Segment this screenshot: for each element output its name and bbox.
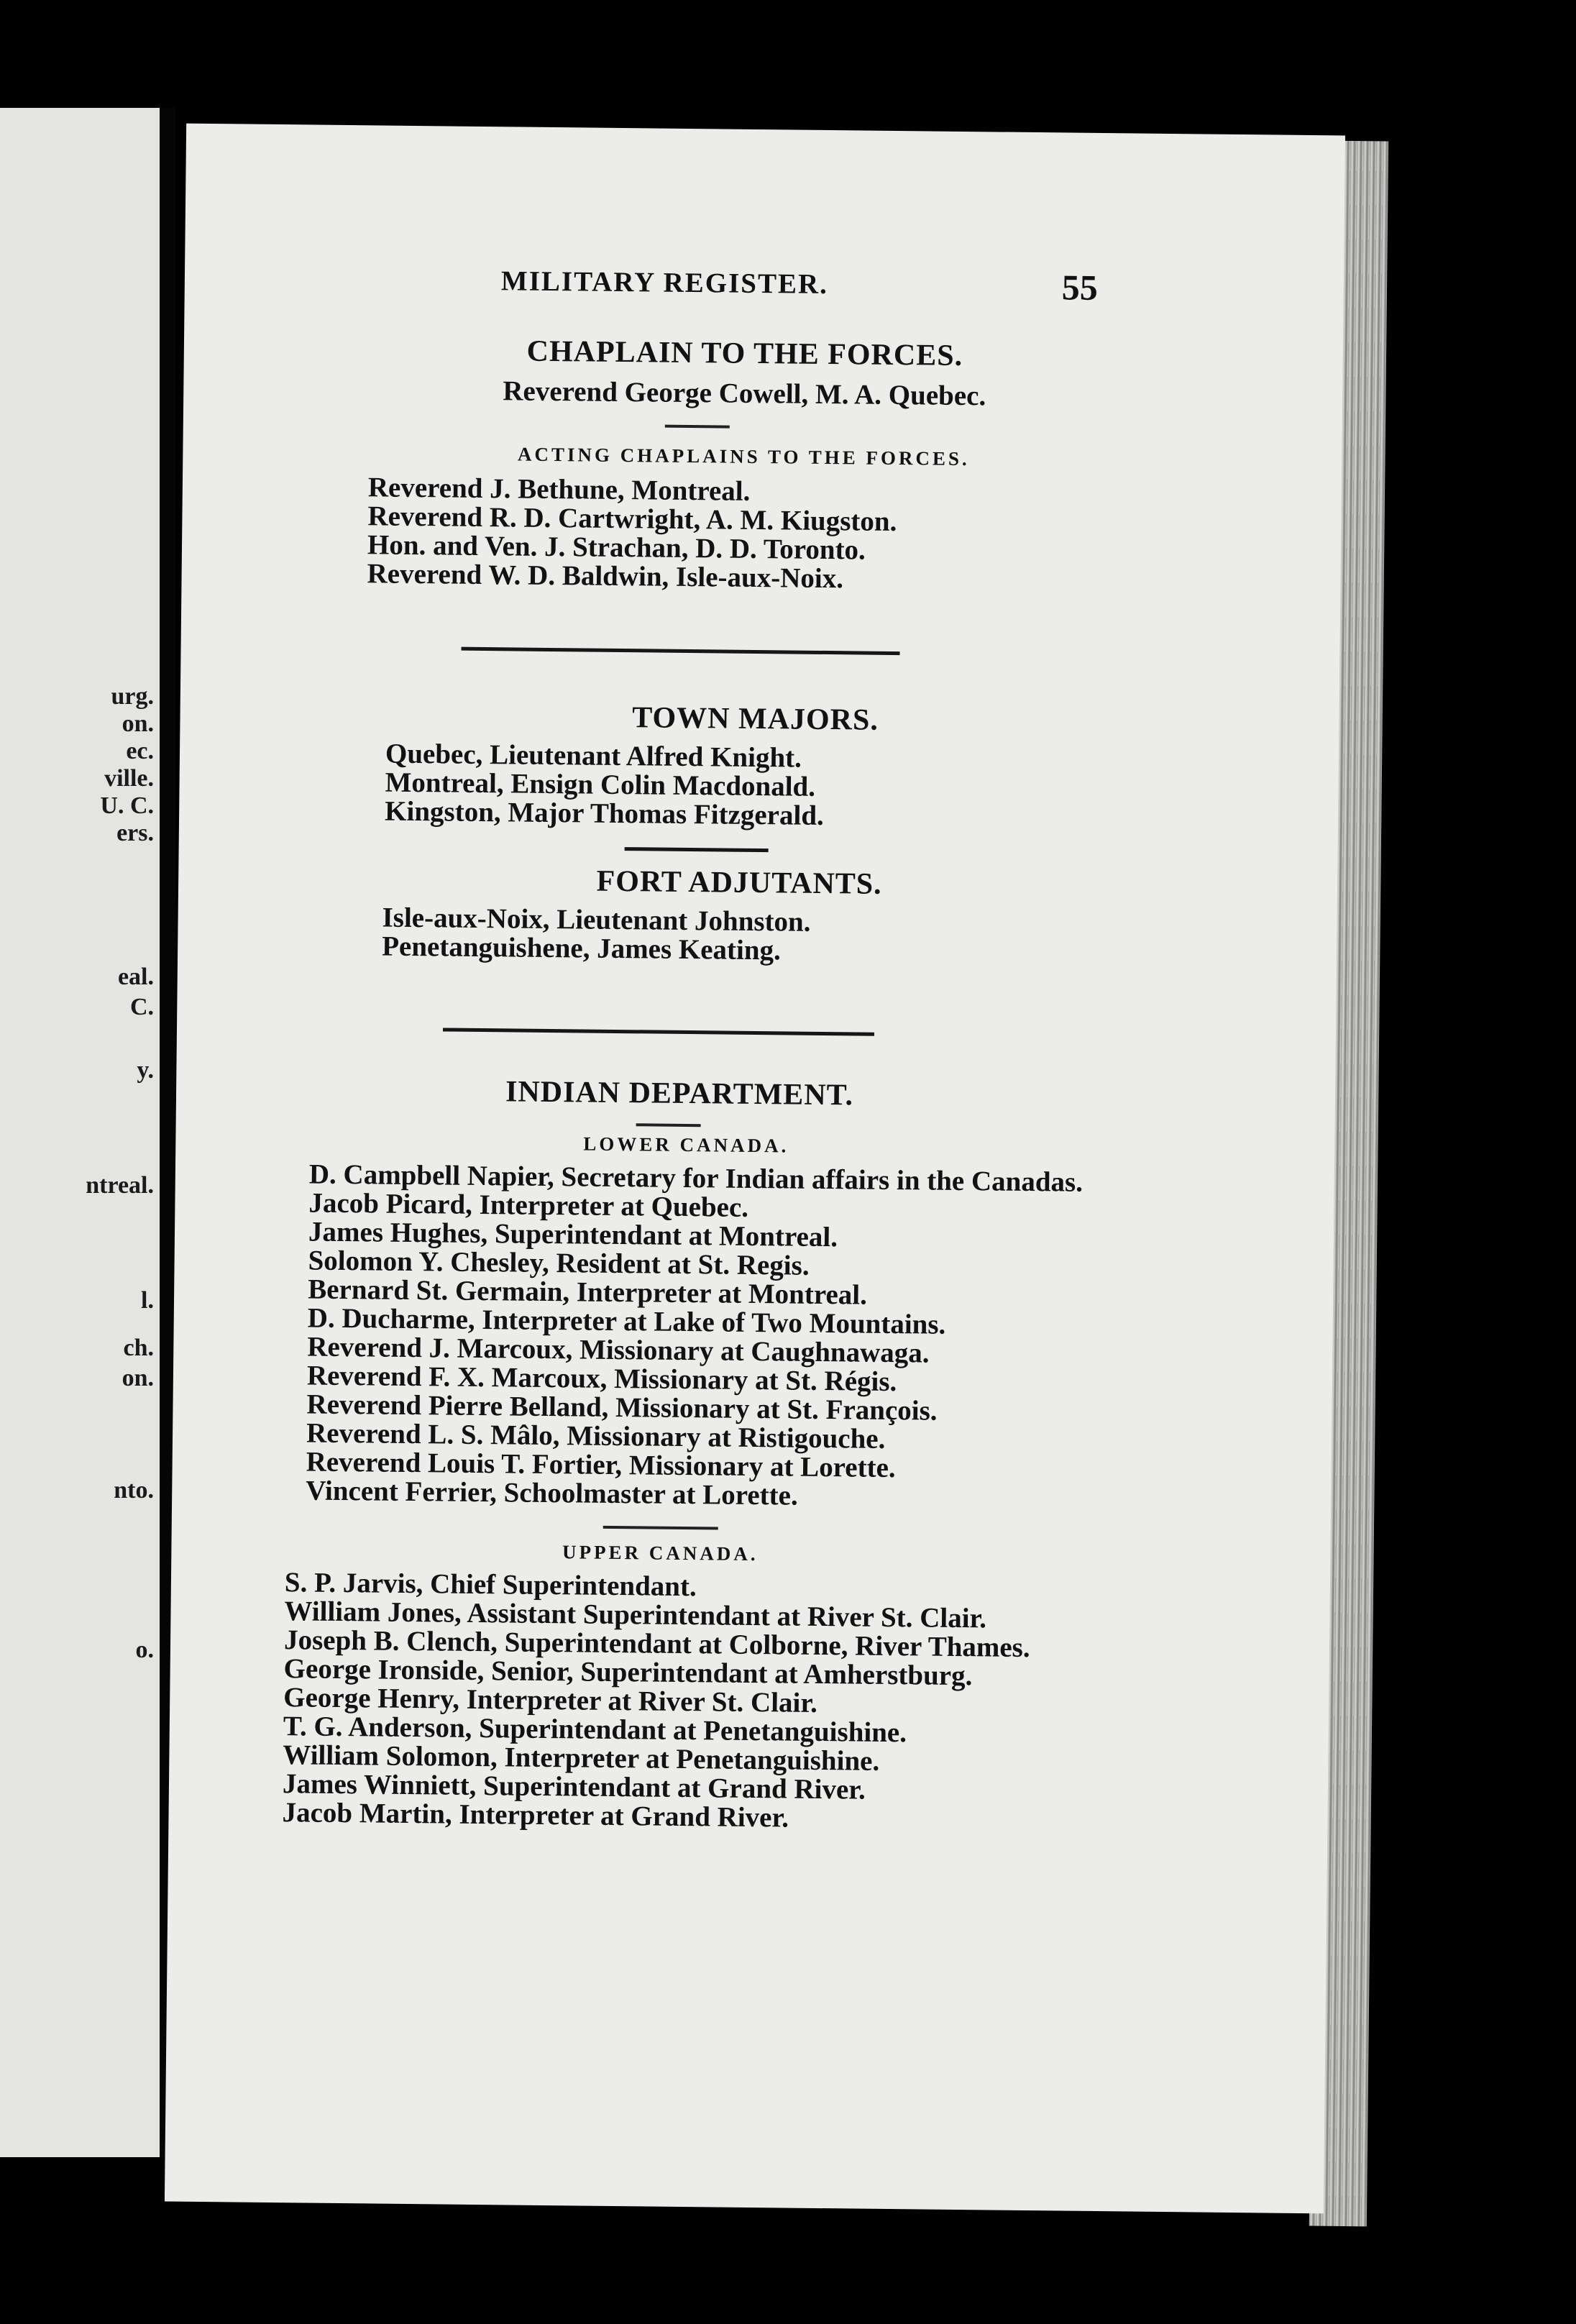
list-item: Reverend F. X. Marcoux, Missionary at St. Régis. xyxy=(306,1360,897,1398)
fragment-text: ec. xyxy=(126,738,154,764)
lower-canada-heading: LOWER CANADA. xyxy=(583,1133,789,1157)
short-divider xyxy=(603,1526,718,1530)
list-item: Reverend L. S. Mâlo, Missionary at Ristigouche. xyxy=(306,1417,886,1455)
fragment-text: ers. xyxy=(116,820,154,846)
fragment-text: urg. xyxy=(111,683,154,710)
fort-adjutants-list xyxy=(382,904,1101,969)
list-item: Montreal, Ensign Colin Macdonald. xyxy=(385,767,816,802)
fragment-text: eal. xyxy=(117,964,154,990)
fragment-text: l. xyxy=(141,1287,154,1314)
list-item: Kingston, Major Thomas Fitzgerald. xyxy=(384,795,825,831)
short-divider xyxy=(636,1123,701,1127)
list-item: Isle-aux-Noix, Lieutenant Johnston. xyxy=(382,902,811,938)
fragment-text: nto. xyxy=(114,1477,154,1504)
section-divider xyxy=(443,1028,874,1035)
list-item: T. G. Anderson, Superintendant at Penetanguishine. xyxy=(283,1711,907,1749)
running-head-title: MILITARY REGISTER. xyxy=(500,265,829,300)
list-item: George Ironside, Senior, Superintendant at Amherstburg. xyxy=(283,1653,973,1692)
fragment-text: U. C. xyxy=(100,792,154,819)
acting-chaplains-list xyxy=(367,473,1087,595)
list-item: Jacob Martin, Interpreter at Grand River. xyxy=(282,1797,789,1834)
upper-canada-list xyxy=(282,1568,1234,1837)
list-item: Bernard St. Germain, Interpreter at Montreal. xyxy=(307,1273,868,1311)
list-item: Reverend W. D. Baldwin, Isle-aux-Noix. xyxy=(367,558,844,595)
chaplain-heading: CHAPLAIN TO THE FORCES. xyxy=(526,334,963,372)
list-item: Vincent Ferrier, Schoolmaster at Lorette. xyxy=(306,1475,798,1511)
running-head xyxy=(500,265,1099,308)
list-item: William Solomon, Interpreter at Penetanguishine. xyxy=(283,1739,880,1777)
list-item: Joseph B. Clench, Superintendant at Colborne, River Thames. xyxy=(283,1624,1030,1664)
fragment-text: on. xyxy=(122,710,154,737)
town-majors-heading: TOWN MAJORS. xyxy=(632,701,879,737)
indian-department-heading: INDIAN DEPARTMENT. xyxy=(505,1075,854,1112)
list-item: S. P. Jarvis, Chief Superintendant. xyxy=(284,1567,697,1603)
fragment-text: on. xyxy=(122,1365,154,1391)
upper-canada-heading: UPPER CANADA. xyxy=(562,1541,759,1565)
list-item: Reverend Louis T. Fortier, Missionary at Lorette. xyxy=(306,1446,896,1484)
section-divider xyxy=(462,647,900,655)
fort-adjutants-heading: FORT ADJUTANTS. xyxy=(596,864,882,901)
list-item: D. Ducharme, Interpreter at Lake of Two Mountains. xyxy=(307,1302,946,1340)
acting-chaplains-heading: ACTING CHAPLAINS TO THE FORCES. xyxy=(517,443,970,470)
short-divider xyxy=(625,847,769,852)
book-page xyxy=(165,124,1345,2214)
fragment-text: o. xyxy=(135,1637,154,1663)
list-item: William Jones, Assistant Superintendant at River St. Clair. xyxy=(284,1596,987,1634)
fragment-text: y. xyxy=(137,1057,154,1084)
lower-canada-list xyxy=(306,1158,1229,1515)
list-item: George Henry, Interpreter at River St. Clair. xyxy=(283,1682,818,1719)
list-item: Reverend J. Bethune, Montreal. xyxy=(367,472,751,507)
list-item: Solomon Y. Chesley, Resident at St. Regis. xyxy=(308,1245,810,1281)
list-item: Penetanguishene, James Keating. xyxy=(381,930,782,966)
short-divider xyxy=(665,425,730,429)
list-item: Reverend Pierre Belland, Missionary at St. François. xyxy=(306,1389,938,1427)
fragment-text: ville. xyxy=(104,765,154,792)
facing-page-fragment xyxy=(0,108,160,2157)
fragment-text: ntreal. xyxy=(86,1172,154,1199)
chaplain-name: Reverend George Cowell, M. A. Quebec. xyxy=(503,375,986,412)
page-number: 55 xyxy=(1061,267,1099,308)
town-majors-list xyxy=(385,740,1104,833)
list-item: D. Campbell Napier, Secretary for Indian affairs in the Canadas. xyxy=(308,1158,1084,1198)
list-item: Reverend R. D. Cartwright, A. M. Kiugston. xyxy=(367,500,897,538)
list-item: Quebec, Lieutenant Alfred Knight. xyxy=(385,738,802,774)
list-item: Jacob Picard, Interpreter at Quebec. xyxy=(308,1187,749,1223)
list-item: James Winniett, Superintendant at Grand River. xyxy=(282,1768,866,1806)
list-item: Hon. and Ven. J. Strachan, D. D. Toronto. xyxy=(367,529,866,566)
list-item: James Hughes, Superintendant at Montreal. xyxy=(308,1216,838,1253)
fragment-text: ch. xyxy=(123,1335,154,1361)
fragment-text: C. xyxy=(129,994,154,1020)
list-item: Reverend J. Marcoux, Missionary at Caughnawaga. xyxy=(307,1331,930,1369)
